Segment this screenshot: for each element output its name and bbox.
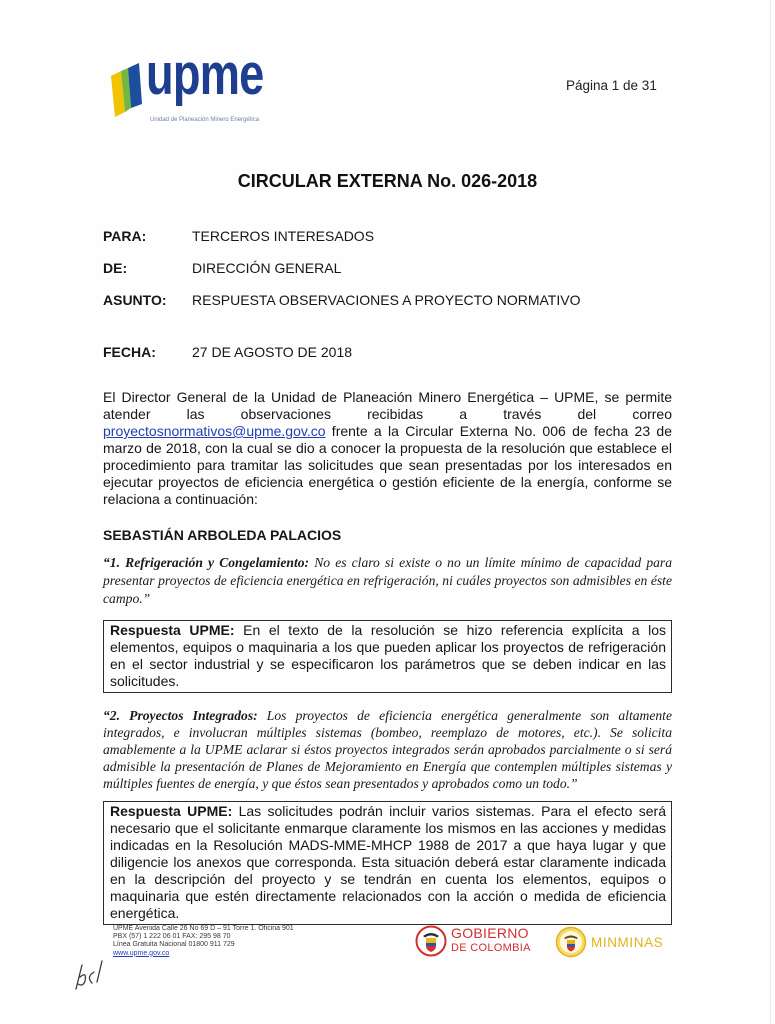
meta-label: PARA: xyxy=(103,228,147,244)
meta-value: DIRECCIÓN GENERAL xyxy=(192,260,342,276)
gobierno-logo-text: GOBIERNO xyxy=(451,925,529,941)
upme-logo-mark-icon xyxy=(108,62,148,118)
meta-label: ASUNTO: xyxy=(103,292,167,308)
meta-row-para xyxy=(103,227,374,245)
meta-label: DE: xyxy=(103,260,128,276)
coat-of-arms-icon xyxy=(555,926,587,958)
observation-title: “2. Proyectos Integrados: xyxy=(103,708,258,723)
response-box xyxy=(103,801,672,925)
footer-address: UPME Avenida Calle 26 No 69 D – 91 Torre 1. Oficina 901 xyxy=(113,925,294,932)
footer-toll-free: Línea Gratuita Nacional 01800 911 729 xyxy=(113,941,235,949)
page-number: Página 1 de 31 xyxy=(566,78,657,93)
section-heading: SEBASTIÁN ARBOLEDA PALACIOS xyxy=(103,527,342,543)
footer-contact xyxy=(113,925,294,958)
response-label: Respuesta UPME: xyxy=(110,622,235,638)
observation-quote xyxy=(103,554,672,608)
intro-text: frente a la Circular Externa No. 006 de fecha 23 de marzo de 2018, con la cual se dio a conocer la propuesta de la resolución que establece el procedimiento para tramitar las solicitudes que sean presentadas por los interesados en ejecutar proyectos de eficiencia energética o gestión eficiente de la energía, conforme se relaciona a continuación: xyxy=(103,423,672,507)
meta-row-de xyxy=(103,259,341,277)
observation-body: No es claro si existe o no un límite mínimo de capacidad para presentar proyectos de eficiencia energética en refrigeración, ni cuáles proyectos son admisibles en éste campo.” xyxy=(103,555,673,606)
document-title: CIRCULAR EXTERNA No. 026-2018 xyxy=(237,171,538,191)
response-text: En el texto de la resolución se hizo referencia explícita a los elementos, equipos o maquinaria a los que pueden aplicar los proyectos de refrigeración en el sector industrial y se especificaron los parámetros que se deben indicar en las solicitudes. xyxy=(110,622,666,689)
coat-of-arms-icon xyxy=(415,925,447,957)
upme-logo-subtitle: Unidad de Planeación Minero Energética xyxy=(150,117,260,123)
scan-edge-line xyxy=(770,0,771,1024)
observation-quote xyxy=(103,707,672,792)
website-link[interactable]: www.upme.gov.co xyxy=(113,949,170,957)
meta-value: 27 DE AGOSTO DE 2018 xyxy=(192,344,353,360)
meta-row-asunto xyxy=(103,291,580,309)
observation-title: “1. Refrigeración y Congelamiento: xyxy=(103,555,310,570)
intro-text: El Director General de la Unidad de Planeación Minero Energética – UPME, se permite atender las observaciones recibidas a través del correo xyxy=(103,389,672,422)
footer-phone: PBX (57) 1 222 06 01 FAX: 295 98 70 xyxy=(113,933,231,941)
response-label: Respuesta UPME: xyxy=(110,803,233,819)
meta-value: RESPUESTA OBSERVACIONES A PROYECTO NORMATIVO xyxy=(192,292,581,308)
meta-label: FECHA: xyxy=(103,344,156,360)
minminas-logo-text: MINMINAS xyxy=(591,935,664,950)
email-link[interactable]: proyectosnormativos@upme.gov.co xyxy=(103,423,326,439)
intro-paragraph xyxy=(103,389,672,508)
response-text: Las solicitudes podrán incluir varios sistemas. Para el efecto será necesario que el solicitante enmarque claramente los mismos en las acciones y medidas indicadas en la Resolución MADS-MME-MHCP 1988 de 2017 a que haya lugar y que diligencie los anexos que corresponda. Esta situación deberá estar claramente indicada en la descripción del proyecto y se tendrán en cuenta los elementos, equipos o maquinaria que estén directamente relacionados con la acción o medida de eficiencia energética. xyxy=(110,803,666,921)
meta-row-fecha xyxy=(103,343,352,361)
gobierno-logo-subtext: DE COLOMBIA xyxy=(451,942,531,954)
handwritten-initials xyxy=(70,953,108,995)
response-box xyxy=(103,620,672,693)
observation-body: Los proyectos de eficiencia energética generalmente son altamente integrados, e involucran múltiples sistemas (bombeo, reemplazo de motores, etc.). Se solicita amablemente a la UPME aclarar si éstos proyectos integrados serán aprobados parcialmente o si será admisible la presentación de Planes de Mejoramiento en Energía que contemplen múltiples sistemas y múltiples fuentes de energía, y que éstos sean presentados y aprobados como un todo.” xyxy=(103,708,672,791)
meta-value: TERCEROS INTERESADOS xyxy=(192,228,375,244)
upme-logo-text: upme xyxy=(146,42,264,107)
